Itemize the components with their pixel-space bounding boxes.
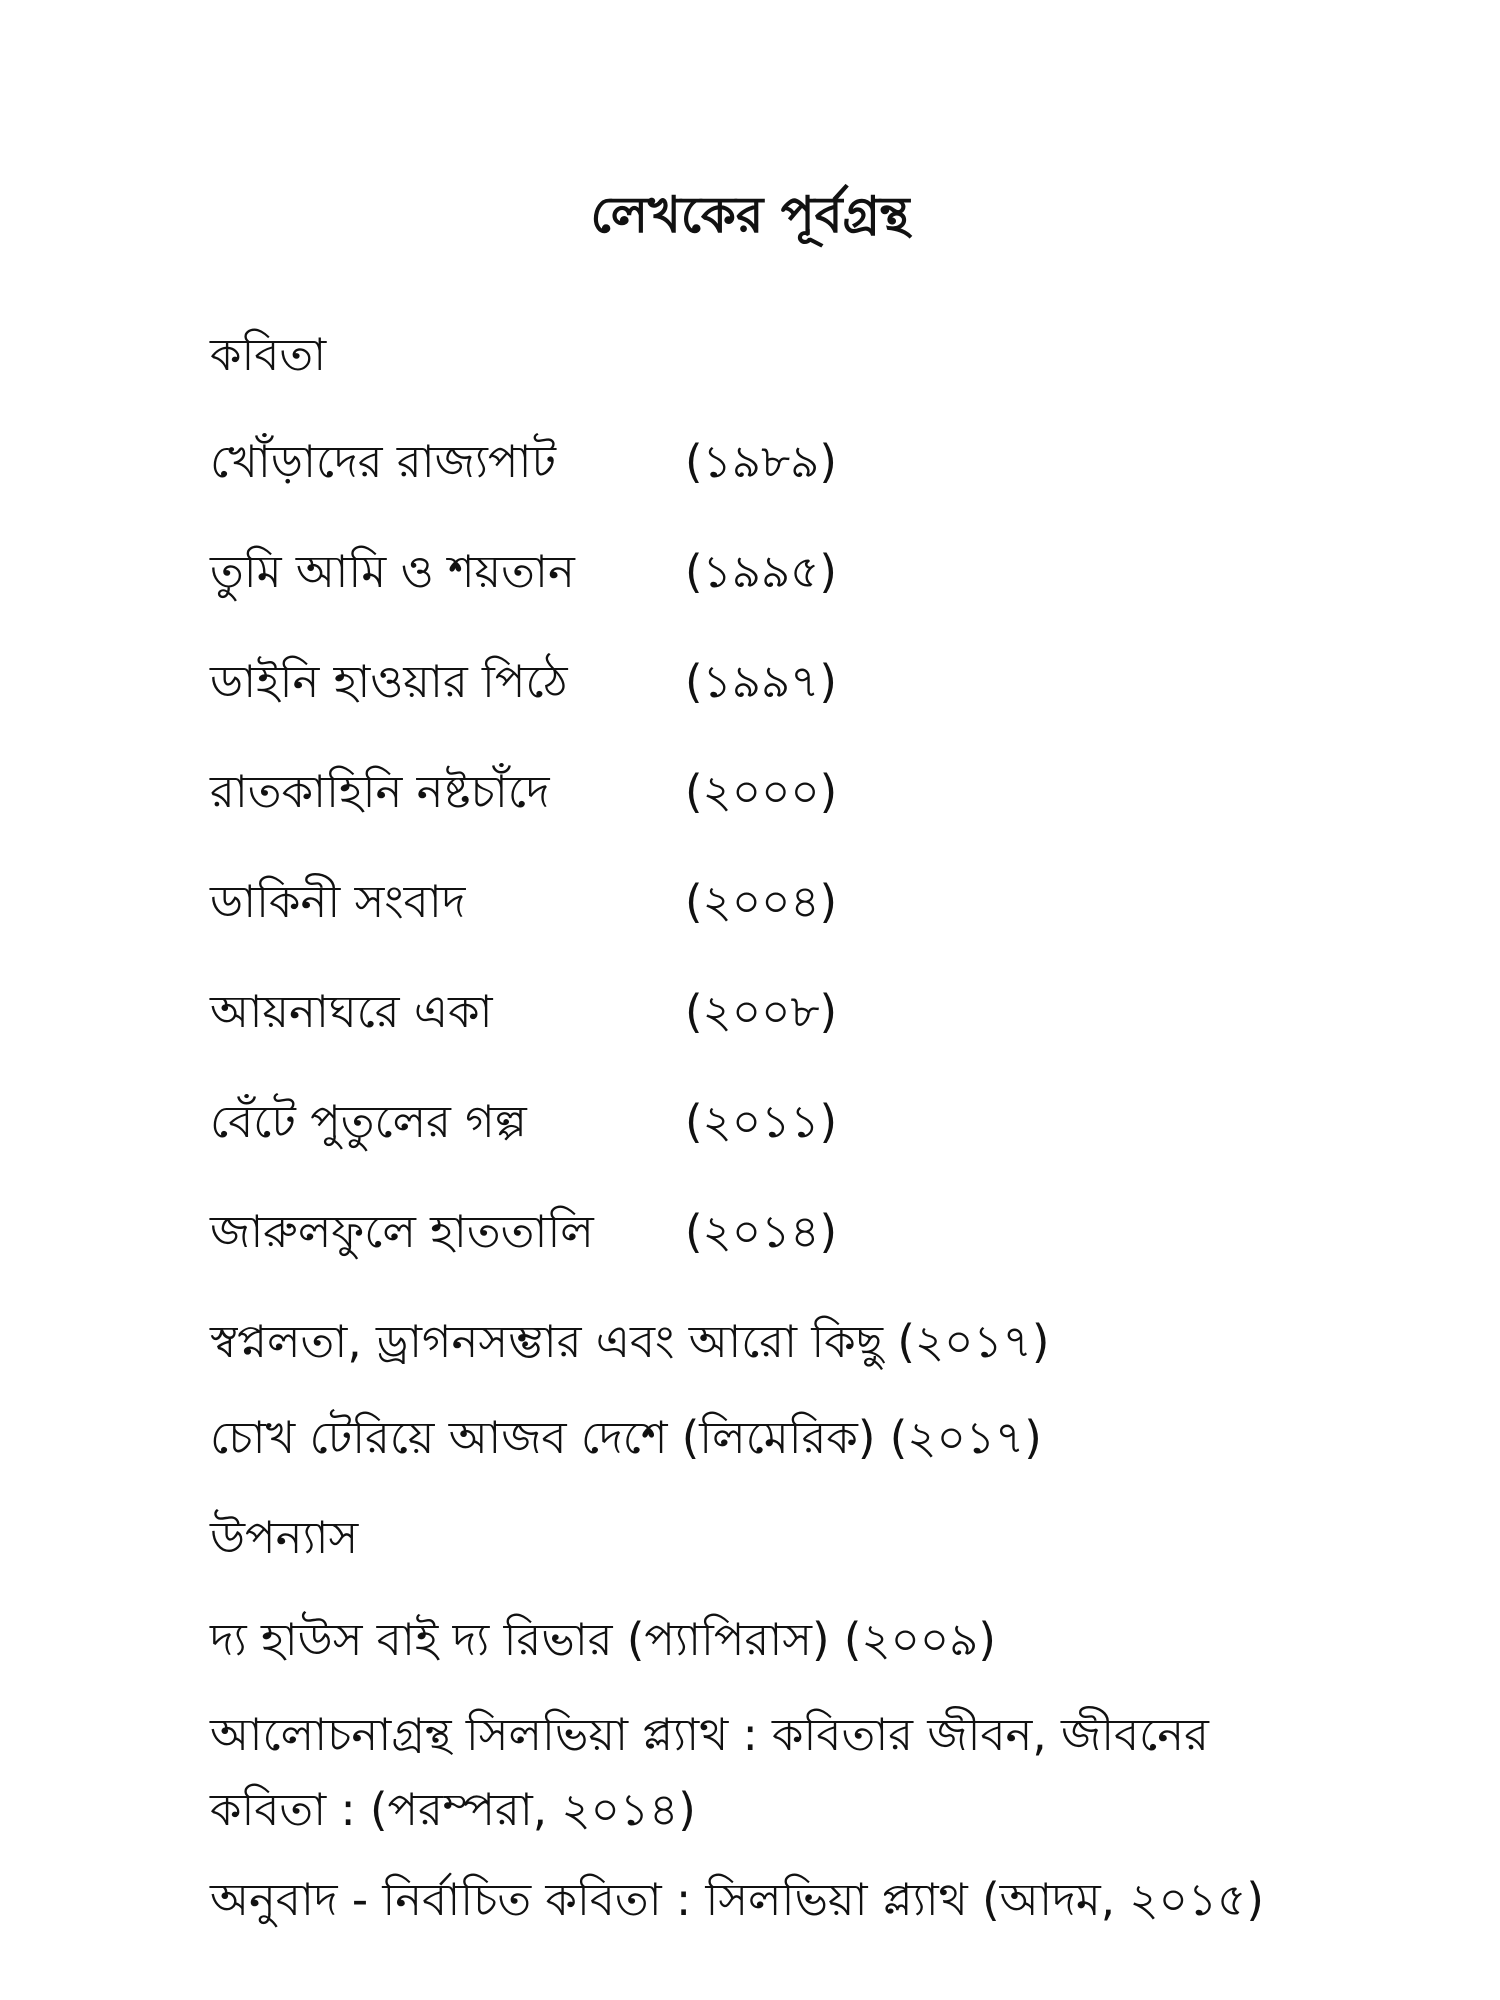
book-year: (২০০০) (685, 765, 838, 818)
book-year: (১৯৮৯) (685, 435, 837, 488)
book-title: তুমি আমি ও শয়তান (210, 545, 575, 598)
book-title: জারুলফুলে হাততালি (210, 1205, 594, 1258)
book-year: (২০১১) (685, 1095, 838, 1148)
book-year: (২০১৪) (685, 1205, 838, 1258)
list-item (210, 872, 1310, 932)
book-title: ডাকিনী সংবাদ (210, 875, 466, 928)
book-year: (১৯৯৭) (685, 655, 837, 708)
list-item (210, 982, 1310, 1042)
list-item: কবিতা : (পরম্পরা, ২০১৪) (210, 1783, 696, 1836)
book-title: আয়নাঘরে একা (210, 985, 493, 1038)
book-year: (১৯৯৫) (685, 545, 837, 598)
book-title: বেঁটে পুতুলের গল্প (210, 1095, 527, 1148)
list-item: দ্য হাউস বাই দ্য রিভার (প্যাপিরাস) (২০০৯) (210, 1613, 996, 1666)
list-item: আলোচনাগ্রন্থ সিলভিয়া প্ল্যাথ : কবিতার জীবন, জীবনের (210, 1708, 1209, 1761)
list-item (210, 652, 1310, 712)
list-item (210, 542, 1310, 602)
list-item (210, 762, 1310, 822)
list-item (210, 432, 1310, 492)
novel-heading: উপন্যাস (210, 1511, 359, 1564)
book-title: খোঁড়াদের রাজ্যপাট (210, 435, 557, 488)
list-item: স্বপ্নলতা, ড্রাগনসম্ভার এবং আরো কিছু (২০১৭) (210, 1315, 1050, 1368)
book-year: (২০০৪) (685, 875, 838, 928)
list-item (210, 1092, 1310, 1152)
list-item: অনুবাদ - নির্বাচিত কবিতা : সিলভিয়া প্ল্যাথ (আদম, ২০১৫) (210, 1873, 1264, 1926)
page-title: লেখকের পূর্বগ্রন্থ (590, 186, 910, 244)
list-item: চোখ টেরিয়ে আজব দেশে (লিমেরিক) (২০১৭) (210, 1411, 1042, 1464)
book-year: (২০০৮) (685, 985, 838, 1038)
list-item (210, 1202, 1310, 1262)
book-title: রাতকাহিনি নষ্টচাঁদে (210, 765, 550, 818)
poetry-heading: কবিতা (210, 328, 327, 381)
book-title: ডাইনি হাওয়ার পিঠে (210, 655, 568, 708)
